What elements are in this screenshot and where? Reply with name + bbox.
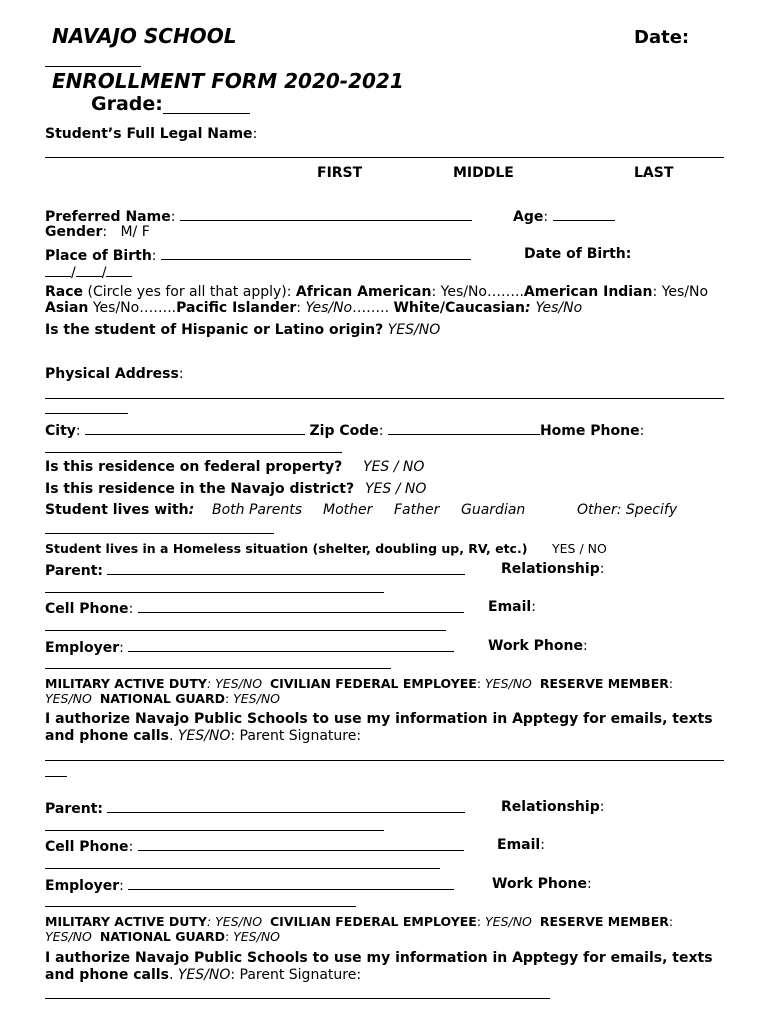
white-caucasian-option[interactable]: Yes/No xyxy=(535,300,583,316)
parent2-cell-label: Cell Phone xyxy=(45,839,129,855)
parent1-label: Parent: xyxy=(45,563,103,579)
navajo-district-option[interactable]: YES / NO xyxy=(365,481,427,497)
zip-label: Zip Code xyxy=(309,423,379,439)
place-of-birth-label: Place of Birth xyxy=(45,248,152,264)
date-field[interactable] xyxy=(45,66,141,67)
federal-property-option[interactable]: YES / NO xyxy=(363,459,425,475)
parent1-work-phone-field[interactable] xyxy=(45,668,391,669)
city-field[interactable] xyxy=(85,421,305,435)
parent2-relationship-field[interactable] xyxy=(45,830,384,831)
parent1-cell-label: Cell Phone xyxy=(45,601,129,617)
parent2-reserve-option[interactable]: YES/NO xyxy=(45,929,92,944)
preferred-name-field[interactable] xyxy=(180,207,472,221)
full-name-label: Student’s Full Legal Name xyxy=(45,126,253,142)
parent2-work-phone-label: Work Phone xyxy=(492,876,587,892)
full-name-field[interactable] xyxy=(45,157,724,158)
parent1-email-field[interactable] xyxy=(45,630,446,631)
parent1-military-option[interactable]: YES/NO xyxy=(215,676,263,691)
navajo-district-question: Is this residence in the Navajo district? xyxy=(45,481,355,497)
parent2-label: Parent: xyxy=(45,801,103,817)
gender-label: Gender xyxy=(45,224,103,240)
african-american-option[interactable]: Yes/No xyxy=(440,284,487,300)
race-label: Race xyxy=(45,284,84,300)
city-label: City xyxy=(45,423,76,439)
age-label: Age xyxy=(513,209,544,225)
parent2-relationship-label: Relationship xyxy=(501,799,600,815)
parent2-work-phone-field[interactable] xyxy=(45,906,356,907)
gender-options[interactable]: M/ F xyxy=(120,224,150,240)
home-phone-label: Home Phone xyxy=(539,423,640,439)
hispanic-question: Is the student of Hispanic or Latino origin? xyxy=(45,322,384,338)
parent1-civilian-option[interactable]: YES/NO xyxy=(485,676,532,691)
parent2-email-label: Email xyxy=(497,837,541,853)
parent2-military-option[interactable]: YES/NO xyxy=(215,914,263,929)
lives-with-mother[interactable]: Mother xyxy=(323,502,373,518)
federal-property-question: Is this residence on federal property? xyxy=(45,459,343,475)
parent1-authorize-text: I authorize Navajo Public Schools to use my information in Apptegy for emails, texts xyxy=(45,711,713,727)
lives-with-other-field[interactable] xyxy=(45,533,274,534)
parent1-reserve-option[interactable]: YES/NO xyxy=(45,691,92,706)
dob-field[interactable]: / / xyxy=(45,263,132,282)
date-label: Date: xyxy=(634,27,690,48)
lives-with-other[interactable]: Other: Specify xyxy=(577,502,678,518)
parent1-authorize-option[interactable]: YES/NO xyxy=(177,728,231,744)
parent2-employer-field[interactable] xyxy=(128,876,454,890)
parent1-relationship-field[interactable] xyxy=(45,592,384,593)
homeless-label: Student lives in a Homeless situation (shelter, doubling up, RV, etc.) xyxy=(45,541,528,556)
age-field[interactable] xyxy=(553,207,615,221)
parent2-guard-option[interactable]: YES/NO xyxy=(233,929,281,944)
homeless-option[interactable]: YES / NO xyxy=(552,541,607,556)
grade-label: Grade: xyxy=(91,93,163,115)
physical-address-label: Physical Address xyxy=(45,366,179,382)
school-name: NAVAJO SCHOOL xyxy=(52,24,237,48)
first-label: FIRST xyxy=(317,165,363,181)
parent1-relationship-label: Relationship xyxy=(501,561,600,577)
pacific-islander-option[interactable]: Yes/No xyxy=(305,300,353,316)
parent1-signature-label: Parent Signature: xyxy=(239,728,362,744)
parent1-work-phone-label: Work Phone xyxy=(488,638,583,654)
lives-with-label: Student lives with xyxy=(45,502,189,518)
parent2-civilian-option[interactable]: YES/NO xyxy=(485,914,532,929)
parent1-signature-field[interactable] xyxy=(45,760,724,761)
parent1-guard-option[interactable]: YES/NO xyxy=(233,691,281,706)
parent1-employer-field[interactable] xyxy=(128,638,454,652)
parent2-cell-field[interactable] xyxy=(138,837,464,851)
parent1-name-field[interactable] xyxy=(107,561,465,575)
home-phone-field[interactable] xyxy=(45,452,342,453)
physical-address-field[interactable] xyxy=(45,398,724,399)
parent1-employer-label: Employer xyxy=(45,640,120,656)
parent2-authorize-text: I authorize Navajo Public Schools to use my information in Apptegy for emails, texts xyxy=(45,950,713,966)
dob-label: Date of Birth: xyxy=(524,246,632,262)
parent2-employer-label: Employer xyxy=(45,878,120,894)
form-title: ENROLLMENT FORM 2020-2021 xyxy=(52,69,404,93)
grade-field[interactable] xyxy=(163,99,250,114)
parent2-signature-label: Parent Signature: xyxy=(239,967,362,983)
zip-field[interactable] xyxy=(388,421,540,435)
parent2-name-field[interactable] xyxy=(107,799,465,813)
parent2-authorize-option[interactable]: YES/NO xyxy=(177,967,231,983)
lives-with-both-parents[interactable]: Both Parents xyxy=(212,502,303,518)
last-label: LAST xyxy=(634,165,674,181)
asian-option[interactable]: Yes/No xyxy=(92,300,140,316)
hispanic-option[interactable]: YES/NO xyxy=(387,322,441,338)
place-of-birth-field[interactable] xyxy=(161,246,471,260)
parent1-email-label: Email xyxy=(488,599,532,615)
preferred-name-label: Preferred Name xyxy=(45,209,171,225)
parent2-signature-field[interactable] xyxy=(45,998,550,999)
lives-with-guardian[interactable]: Guardian xyxy=(461,502,526,518)
parent2-email-field[interactable] xyxy=(45,868,440,869)
parent1-cell-field[interactable] xyxy=(138,599,464,613)
middle-label: MIDDLE xyxy=(453,165,514,181)
lives-with-father[interactable]: Father xyxy=(394,502,440,518)
american-indian-option[interactable]: Yes/No xyxy=(661,284,709,300)
